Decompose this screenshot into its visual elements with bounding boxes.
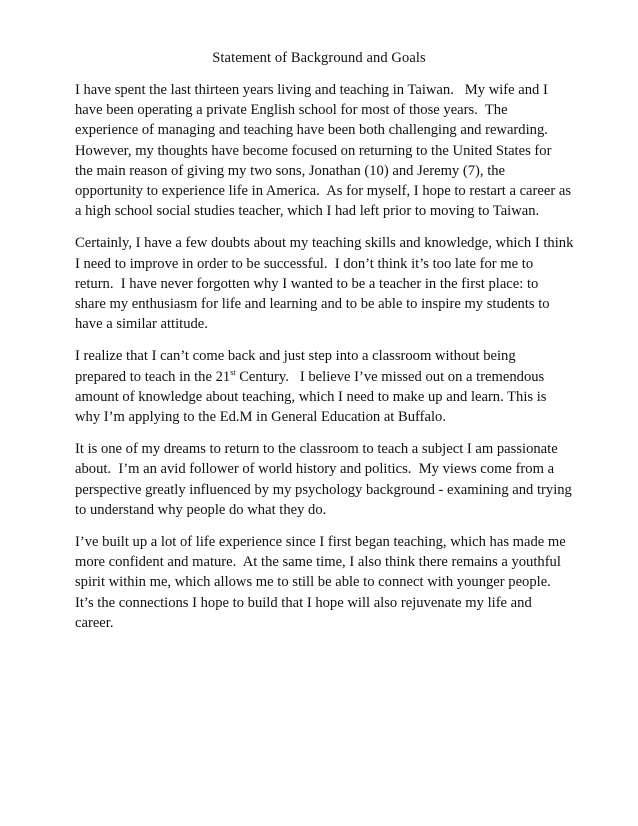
- text-line: experience of managing and teaching have been both challenging and rewarding.: [75, 122, 548, 139]
- text-line: opportunity to experience life in America. As for myself, I hope to restart a career as: [75, 183, 572, 200]
- text-line: spirit within me, which allows me to still be able to connect with younger people.: [75, 574, 551, 591]
- text-line: return. I have never forgotten why I wanted to be a teacher in the first place: to: [75, 275, 539, 292]
- text-line: more confident and mature. At the same time, I also think there remains a youthful: [75, 554, 561, 571]
- text-line-with-superscript: [75, 367, 605, 387]
- text-line: perspective greatly influenced by my psychology background - examining and trying: [75, 481, 572, 498]
- paragraph-1: [75, 80, 605, 221]
- text-line: have been operating a private English school for most of those years. The: [75, 102, 508, 119]
- text-line: I’ve built up a lot of life experience since I first began teaching, which has made me: [75, 534, 566, 551]
- ordinal-superscript: st: [230, 367, 236, 377]
- text-line: I need to improve in order to be successful. I don’t think it’s too late for me to: [75, 255, 534, 272]
- text-line: amount of knowledge about teaching, which I need to make up and learn. This is: [75, 388, 547, 405]
- text-line: I have spent the last thirteen years living and teaching in Taiwan. My wife and I: [75, 82, 548, 98]
- text-line: the main reason of giving my two sons, Jonathan (10) and Jeremy (7), the: [75, 162, 506, 179]
- text-segment: prepared to teach in the 21: [75, 368, 231, 385]
- paragraph-3: [75, 346, 605, 427]
- text-line: have a similar attitude.: [75, 316, 208, 333]
- text-line: why I’m applying to the Ed.M in General Education at Buffalo.: [75, 409, 446, 426]
- document-body: [75, 80, 605, 645]
- text-line: to understand why people do what they do.: [75, 501, 327, 518]
- paragraph-4: [75, 439, 605, 520]
- text-line: However, my thoughts have become focused on returning to the United States for: [75, 142, 552, 159]
- text-segment: Century. I believe I’ve missed out on a tremendous: [235, 368, 545, 385]
- text-line: career.: [75, 614, 114, 631]
- paragraph-5: [75, 532, 605, 633]
- paragraph-2: [75, 233, 605, 334]
- text-line: It’s the connections I hope to build that I hope will also rejuvenate my life and: [75, 594, 532, 611]
- text-line: share my enthusiasm for life and learning and to be able to inspire my students to: [75, 296, 550, 313]
- text-line: about. I’m an avid follower of world history and politics. My views come from a: [75, 461, 555, 478]
- text-line: a high school social studies teacher, which I had left prior to moving to Taiwan.: [75, 203, 540, 220]
- text-line: Certainly, I have a few doubts about my teaching skills and knowledge, which I think: [75, 235, 574, 252]
- text-line: I realize that I can’t come back and just step into a classroom without being: [75, 348, 516, 365]
- text-line: It is one of my dreams to return to the classroom to teach a subject I am passionate: [75, 441, 558, 458]
- document-title: Statement of Background and Goals: [212, 50, 426, 66]
